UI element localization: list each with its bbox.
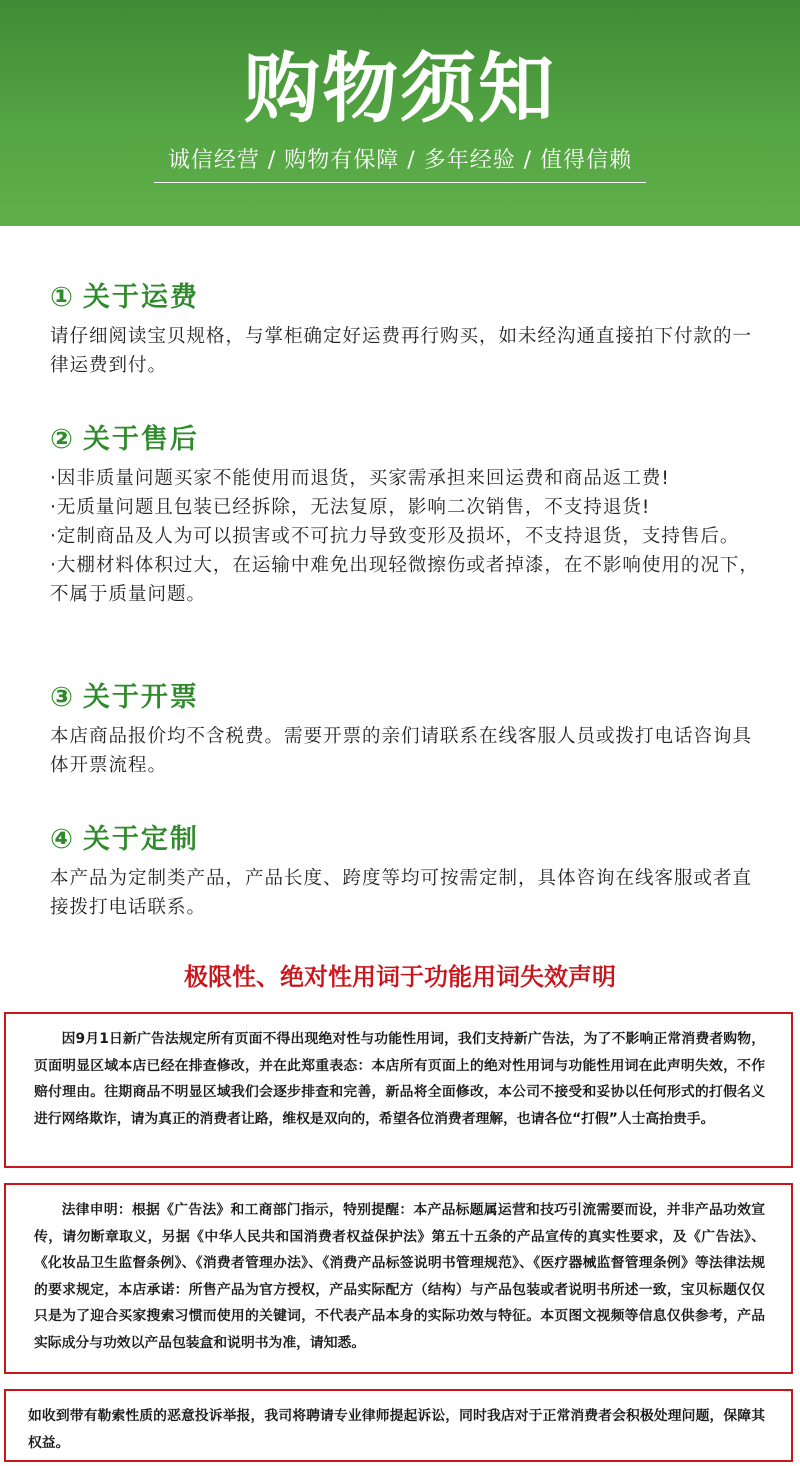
disclaimer-text: 因9月1日新广告法规定所有页面不得出现绝对性与功能性用词，我们支持新广告法，为了不影响正常消费者购物，页面明显区域本店已经在排查修改，并在此郑重表态：本店所有页面上的绝对性用词与功能性用词在此声明失效，不作赔付理由。往期商品不明显区域我们会逐步排查和完善，新品将全面修改，本公司不接受和妥协以任何形式的打假名义进行网络欺诈，请为真正的消费者让路，维权是双向的，希望各位消费者理解，也请各位“打假”人士高抬贵手。 bbox=[34, 1031, 765, 1127]
bullet-item: ·定制商品及人为可以损害或不可抗力导致变形及损坏，不支持退货，支持售后。 bbox=[50, 526, 740, 547]
page-title: 购物须知 bbox=[244, 44, 556, 133]
paragraph: 本店商品报价均不含税费。需要开票的亲们请联系在线客服人员或拨打电话咨询具体开票流程。 bbox=[50, 726, 753, 776]
section-body bbox=[50, 322, 760, 380]
paragraph: 本产品为定制类产品，产品长度、跨度等均可按需定制，具体咨询在线客服或者直接拨打电话联系。 bbox=[50, 868, 753, 918]
legal-text: 法律申明：根据《广告法》和工商部门指示，特别提醒：本产品标题属运营和技巧引流需要而设，并非产品功效宣传，请勿断章取义，另据《中华人民共和国消费者权益保护法》第五十五条的产品宣传的真实性要求，及《广告法》、《化妆品卫生监督条例》、《消费者管理办法》、《消费产品标签说明书管理规范》、《医疗器械监督管理条例》等法律法规的要求规定，本店承诺：所售产品为官方授权，产品实际配方（结构）与产品包装或者说明书所述一致，宝贝标题仅仅只是为了迎合买家搜索习惯而使用的关键词，不代表产品本身的实际功效与特征。本页图文视频等信息仅供参考，产品实际成分与功效以产品包装盒和说明书为准，请知悉。 bbox=[34, 1202, 765, 1351]
section-number: ① bbox=[50, 282, 75, 313]
section-shipping bbox=[50, 280, 760, 380]
disclaimer-title: 极限性、绝对性用词于功能用词失效声明 bbox=[184, 963, 616, 991]
section-title bbox=[50, 680, 760, 716]
section-after-sales bbox=[50, 422, 760, 609]
bullet-item: ·因非质量问题买家不能使用而退货，买家需承担来回运费和商品返工费! bbox=[50, 468, 670, 489]
paragraph: 请仔细阅读宝贝规格，与掌柜确定好运费再行购买，如未经沟通直接拍下付款的一律运费到付。 bbox=[50, 326, 753, 376]
section-body bbox=[50, 864, 760, 922]
section-heading: 关于运费 bbox=[82, 282, 199, 313]
bullet-item: ·无质量问题且包装已经拆除，无法复原，影响二次销售，不支持退货! bbox=[50, 497, 651, 518]
section-title bbox=[50, 280, 760, 316]
section-body bbox=[50, 722, 760, 780]
section-customization bbox=[50, 822, 760, 922]
disclaimer-box-complaints bbox=[4, 1389, 793, 1462]
subtitle-underline bbox=[154, 182, 646, 183]
header-banner bbox=[0, 0, 800, 226]
section-number: ④ bbox=[50, 824, 75, 855]
section-number: ③ bbox=[50, 682, 75, 713]
section-heading: 关于售后 bbox=[82, 424, 199, 455]
page-subtitle: 诚信经营 / 购物有保障 / 多年经验 / 值得信赖 bbox=[167, 148, 633, 173]
complaint-text: 如收到带有勒索性质的恶意投诉举报，我司将聘请专业律师提起诉讼，同时我店对于正常消费者会积极处理问题，保障其权益。 bbox=[28, 1408, 765, 1451]
section-body bbox=[50, 464, 760, 609]
section-title bbox=[50, 422, 760, 458]
section-heading: 关于开票 bbox=[82, 682, 199, 713]
bullet-item: ·大棚材料体积过大，在运输中难免出现轻微擦伤或者掉漆，在不影响使用的况下，不属于质量问题。 bbox=[50, 555, 759, 605]
disclaimer-box-advertising-law bbox=[4, 1012, 793, 1168]
section-invoice bbox=[50, 680, 760, 780]
section-number: ② bbox=[50, 424, 75, 455]
section-title bbox=[50, 822, 760, 858]
section-heading: 关于定制 bbox=[82, 824, 199, 855]
disclaimer-box-legal-statement bbox=[4, 1183, 793, 1374]
